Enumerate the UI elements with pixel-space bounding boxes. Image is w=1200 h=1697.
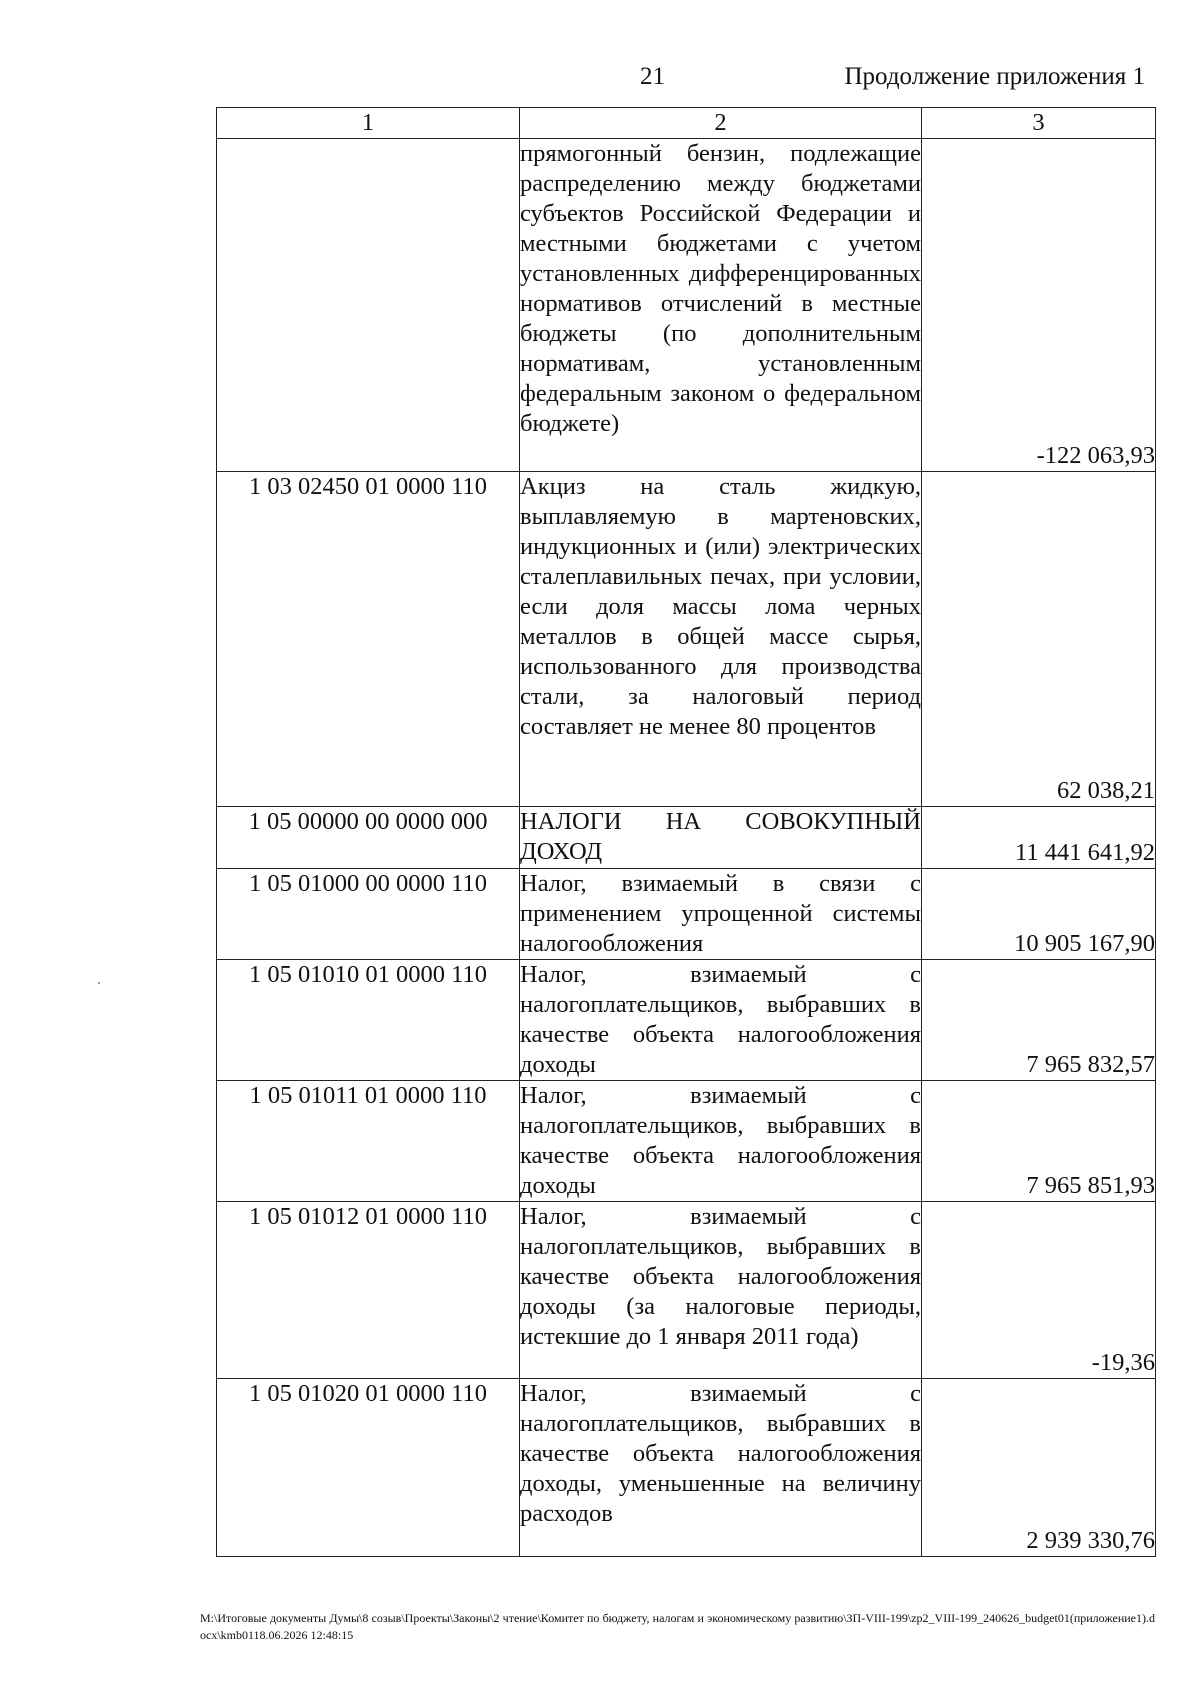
table-row	[217, 1379, 1156, 1557]
revenue-name: НАЛОГИ НА СОВОКУПНЫЙ ДОХОД	[520, 807, 922, 869]
classification-code: 1 05 01020 01 0000 110	[217, 1379, 520, 1557]
revenue-amount: -122 063,93	[922, 139, 1156, 472]
revenue-table	[216, 107, 1156, 1557]
classification-code: 1 03 02450 01 0000 110	[217, 472, 520, 807]
revenue-name: Налог, взимаемый с налогоплательщиков, выбравших в качестве объекта налогообложения доходы	[520, 1081, 922, 1202]
column-number-row	[217, 108, 1156, 139]
table-row	[217, 472, 1156, 807]
revenue-amount: -19,36	[922, 1202, 1156, 1379]
table-row	[217, 807, 1156, 869]
table-row	[217, 960, 1156, 1081]
page-number: 21	[640, 63, 665, 90]
continuation-title: Продолжение приложения 1	[844, 63, 1145, 90]
revenue-amount: 2 939 330,76	[922, 1379, 1156, 1557]
scan-speck	[98, 982, 100, 984]
revenue-name: прямогонный бензин, подлежащие распределению между бюджетами субъектов Российской Федерации и местными бюджетами с учетом установленных дифференцированных нормативов отчислений в местные бюджеты (по дополнительным нормативам, установленным федеральным законом о федеральном бюджете)	[520, 139, 922, 472]
classification-code: 1 05 01012 01 0000 110	[217, 1202, 520, 1379]
revenue-name: Налог, взимаемый с налогоплательщиков, выбравших в качестве объекта налогообложения доходы (за налоговые периоды, истекшие до 1 января 2011 года)	[520, 1202, 922, 1379]
table-row	[217, 1202, 1156, 1379]
revenue-name: Налог, взимаемый в связи с применением упрощенной системы налогообложения	[520, 869, 922, 960]
column-header-3: 3	[922, 108, 1156, 139]
revenue-amount: 10 905 167,90	[922, 869, 1156, 960]
revenue-amount: 11 441 641,92	[922, 807, 1156, 869]
revenue-name: Акциз на сталь жидкую, выплавляемую в мартеновских, индукционных и (или) электрических сталеплавильных печах, при условии, если доля массы лома черных металлов в общей массе сырья, использованного для производства стали, за налоговый период составляет не менее 80 процентов	[520, 472, 922, 807]
classification-code: 1 05 01010 01 0000 110	[217, 960, 520, 1081]
table-row	[217, 139, 1156, 472]
classification-code	[217, 139, 520, 472]
column-header-2: 2	[520, 108, 922, 139]
revenue-name: Налог, взимаемый с налогоплательщиков, выбравших в качестве объекта налогообложения доходы	[520, 960, 922, 1081]
column-header-1: 1	[217, 108, 520, 139]
document-file-path: M:\Итоговые документы Думы\8 созыв\Проекты\Законы\2 чтение\Комитет по бюджету, налогам и экономическому развитию\ЗП-VIII-199\zp2_VIII-199_240626_budget01(приложение1).docx\kmb0118.06.2026 12:48:15	[200, 1611, 1155, 1642]
classification-code: 1 05 01000 00 0000 110	[217, 869, 520, 960]
classification-code: 1 05 00000 00 0000 000	[217, 807, 520, 869]
table-row	[217, 1081, 1156, 1202]
revenue-amount: 7 965 851,93	[922, 1081, 1156, 1202]
classification-code: 1 05 01011 01 0000 110	[217, 1081, 520, 1202]
revenue-amount: 62 038,21	[922, 472, 1156, 807]
table-row	[217, 869, 1156, 960]
revenue-amount: 7 965 832,57	[922, 960, 1156, 1081]
revenue-name: Налог, взимаемый с налогоплательщиков, выбравших в качестве объекта налогообложения доходы, уменьшенные на величину расходов	[520, 1379, 922, 1557]
